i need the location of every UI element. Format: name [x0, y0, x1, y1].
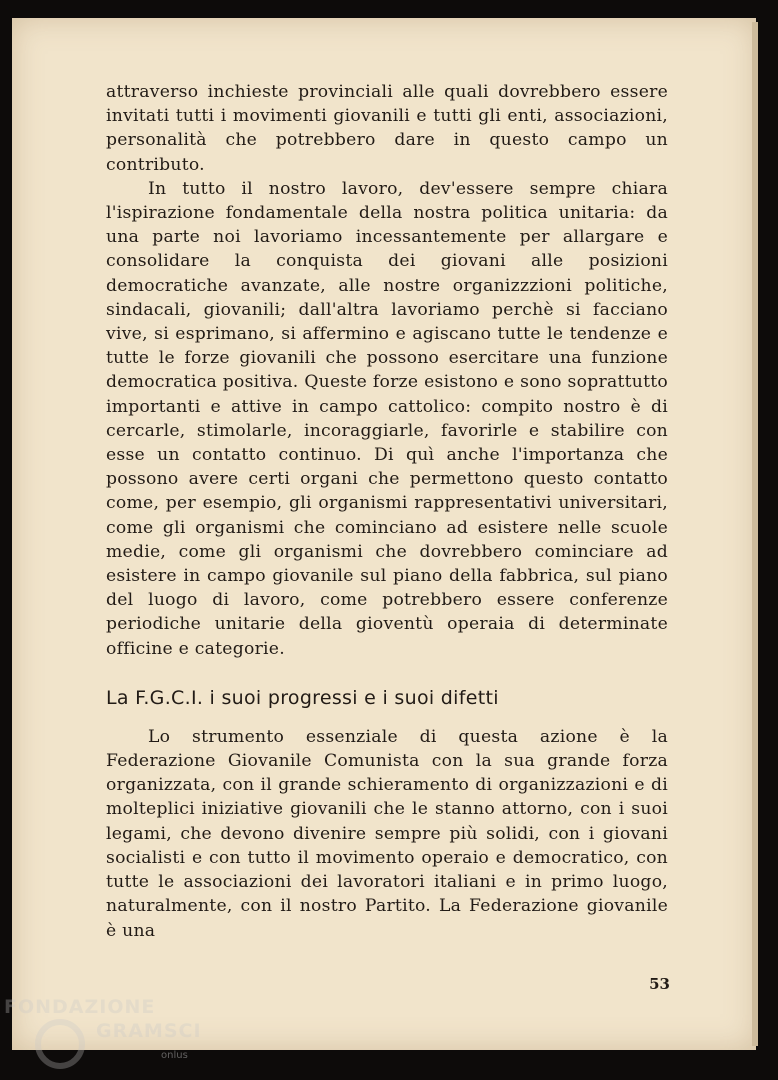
page-edge: [752, 22, 758, 1046]
watermark-line-1: FONDAZIONE: [4, 996, 156, 1018]
paragraph-1: attraverso inchieste provinciali alle quali dovrebbero essere invitati tutti i movimenti giovanili e tutti gli enti, associazioni, personalità che potrebbero dare in questo campo un contributo.: [106, 82, 668, 175]
gramsci-logo-icon: [32, 1016, 88, 1072]
watermark-subtitle: onlus: [161, 1050, 188, 1061]
page-number: 53: [649, 975, 670, 993]
paragraph-2: In tutto il nostro lavoro, dev'essere sempre chiara l'ispirazione fondamentale della nostra politica unitaria: da una parte noi lavoriamo incessantemente per allargare e consolidare la conquista dei giovani alle posizioni democratiche avanzate, alle nostre organizzzioni politiche, sindacali, giovanili; dall'altra lavoriamo perchè si facciano vive, si esprimano, si affermino e agiscano tutte le tendenze e tutte le forze giovanili che possono esercitare una funzione democratica positiva. Queste forze esistono e sono soprattutto importanti e attive in campo cattolico: compito nostro è di cercarle, stimolarle, incoraggiarle, favorirle e stabilire con esse un contatto continuo. Di quì anche l'importanza che possono avere certi organi che permettono questo contatto come, per esempio, gli organismi rappresentativi universitari, come gli organismi che cominciano ad esistere nelle scuole medie, come gli organismi che dovrebbero cominciare ad esistere in campo giovanile sul piano della fabbrica, sul piano del luogo di lavoro, come potrebbero essere conferenze periodiche unitarie della gioventù operaia di determinate officine e categorie.: [106, 178, 668, 659]
section-heading: La F.G.C.I. i suoi progressi e i suoi difetti: [106, 686, 499, 709]
watermark-line-2: GRAMSCI: [96, 1020, 202, 1042]
watermark: [4, 996, 234, 1080]
paragraph-3: Lo strumento essenziale di questa azione è la Federazione Giovanile Comunista con la sua grande forza organizzata, con il grande schieramento di organizzazioni e di molteplici iniziative giovanili che le stanno attorno, con i suoi legami, che devono divenire sempre più solidi, con i giovani socialisti e con tutto il movimento operaio e democratico, con tutte le associazioni dei lavoratori italiani e in primo luogo, naturalmente, con il nostro Partito. La Federazione giovanile è una: [106, 726, 668, 941]
page-text-block: [106, 80, 668, 943]
